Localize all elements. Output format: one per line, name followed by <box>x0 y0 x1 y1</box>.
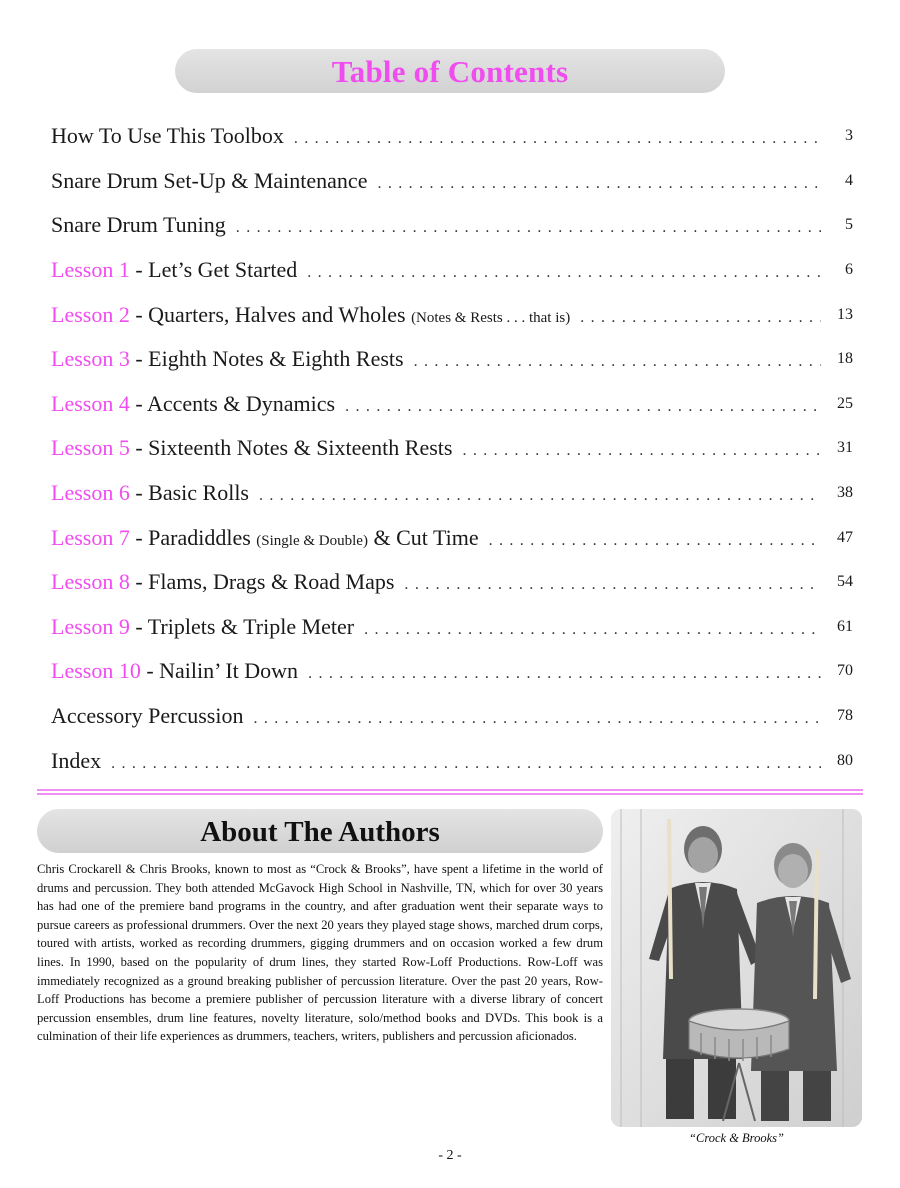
toc-entry-text: Snare Drum Set-Up & Maintenance <box>51 167 368 193</box>
toc-entry-label <box>51 569 394 595</box>
toc-page-number: 54 <box>837 573 853 591</box>
toc-page-number: 18 <box>837 350 853 368</box>
toc-page-number: 5 <box>845 216 853 234</box>
toc-entry-label <box>51 658 298 684</box>
toc-page-number: 38 <box>837 484 853 502</box>
toc-page-number: 61 <box>837 617 853 635</box>
toc-page-number: 70 <box>837 662 853 680</box>
toc-entry-text: - Let’s Get Started <box>129 257 298 283</box>
toc-entry-text: Snare Drum Tuning <box>51 212 226 238</box>
toc-entry-text: - Eighth Notes & Eighth Rests <box>129 346 404 372</box>
toc-entry <box>51 649 853 694</box>
photo-caption: “Crock & Brooks” <box>689 1131 784 1145</box>
lesson-number: Lesson 8 <box>51 569 130 595</box>
toc-entry-label <box>51 123 284 149</box>
lesson-number: Lesson 5 <box>51 435 130 461</box>
dot-leader <box>489 527 821 549</box>
toc-page-number: 6 <box>845 261 853 279</box>
toc-page-number: 47 <box>837 528 853 546</box>
toc-entry <box>51 426 853 471</box>
dot-leader <box>307 259 821 281</box>
toc-page-number: 13 <box>837 305 853 323</box>
toc-page-number: 78 <box>837 707 853 725</box>
dot-leader <box>236 214 821 236</box>
toc-entry-note: (Notes & Rests . . . that is) <box>411 309 571 326</box>
toc-entry <box>51 471 853 516</box>
dot-leader <box>462 437 821 459</box>
toc-entry-label <box>51 168 367 194</box>
dot-leader <box>364 616 821 638</box>
dot-leader <box>294 125 821 147</box>
toc-entry-text: - Flams, Drags & Road Maps <box>129 569 395 595</box>
dot-leader <box>414 348 821 370</box>
toc-entry <box>51 114 853 159</box>
toc-entry-label <box>51 391 335 417</box>
toc-entry-text: How To Use This Toolbox <box>51 123 284 149</box>
toc-entry <box>51 560 853 605</box>
toc-entry-text: - Quarters, Halves and Wholes <box>129 301 412 327</box>
toc-page-number: 4 <box>845 171 853 189</box>
toc-entry-label <box>51 748 101 774</box>
toc-entry-label <box>51 257 297 283</box>
toc-page-number: 25 <box>837 394 853 412</box>
dot-leader <box>253 705 821 727</box>
dot-leader <box>111 750 821 772</box>
toc-entry-label <box>51 212 226 238</box>
toc-entry-text-after: & Cut Time <box>367 524 479 550</box>
lesson-number: Lesson 4 <box>51 390 130 416</box>
toc-entry <box>51 694 853 739</box>
lesson-number: Lesson 7 <box>51 524 130 550</box>
toc-page-number: 31 <box>837 439 853 457</box>
toc-entry <box>51 292 853 337</box>
toc-list <box>51 114 853 783</box>
toc-entry-label <box>51 614 354 640</box>
toc-title-banner <box>175 49 725 93</box>
dot-leader <box>308 660 821 682</box>
toc-entry <box>51 203 853 248</box>
authors-title: About The Authors <box>200 816 440 848</box>
lesson-number: Lesson 3 <box>51 346 130 372</box>
lesson-number: Lesson 9 <box>51 613 130 639</box>
authors-photo-illustration <box>611 809 862 1127</box>
toc-entry-label <box>51 435 452 461</box>
toc-entry <box>51 248 853 293</box>
dot-leader <box>377 170 821 192</box>
authors-photo <box>611 809 862 1127</box>
toc-page-number: 80 <box>837 751 853 769</box>
authors-bio: Chris Crockarell & Chris Brooks, known to most as “Crock & Brooks”, have spent a lifetime in the world of drums and percussion. They both attended McGavock High School in Nashville, TN, which for over 30 years has had one of the premiere band programs in the country, and after graduation went their separate ways to pursue careers as professional drummers. Over the next 20 years they played stage shows, marched drum corps, toured with artists, worked as recording drummers, gigging drummers and on occasion worked a few drum lines. In 1990, based on the popularity of drum lines, they started Row-Loff Productions. Row-Loff was immediately recognized as a ground breaking publisher of percussion literature. Over the past 20 years, Row-Loff Productions has become a premiere publisher of percussion literature with a diverse library of concert percussion ensembles, drum line features, novelty literature, solo/method books and DVDs. This book is a culmination of their life experiences as drummers, teachers, writers, publishers and percussion aficionados. <box>37 862 603 1044</box>
toc-entry-text: - Accents & Dynamics <box>129 390 336 416</box>
authors-title-banner <box>37 809 603 853</box>
lesson-number: Lesson 6 <box>51 480 130 506</box>
toc-title: Table of Contents <box>331 54 569 89</box>
toc-entry-text: - Paradiddles <box>129 524 257 550</box>
toc-entry-text: - Sixteenth Notes & Sixteenth Rests <box>129 435 453 461</box>
dot-leader <box>259 482 821 504</box>
toc-entry-label <box>51 703 243 729</box>
toc-entry-text: - Triplets & Triple Meter <box>129 613 355 639</box>
toc-entry-text: Accessory Percussion <box>51 703 244 729</box>
toc-entry-text: - Basic Rolls <box>129 480 249 506</box>
toc-entry <box>51 159 853 204</box>
dot-leader <box>580 304 821 326</box>
toc-entry <box>51 738 853 783</box>
lesson-number: Lesson 10 <box>51 658 141 684</box>
toc-entry-label <box>51 346 404 372</box>
toc-entry-note: (Single & Double) <box>256 532 368 549</box>
dot-leader <box>404 571 821 593</box>
toc-entry-label <box>51 480 249 506</box>
lesson-number: Lesson 2 <box>51 301 130 327</box>
toc-entry <box>51 605 853 650</box>
lesson-number: Lesson 1 <box>51 257 130 283</box>
toc-entry-label <box>51 525 479 551</box>
dot-leader <box>345 393 821 415</box>
toc-page-number: 3 <box>845 127 853 145</box>
toc-entry <box>51 382 853 427</box>
toc-entry-text: Index <box>51 747 102 773</box>
section-divider <box>37 789 863 795</box>
toc-entry-text: - Nailin’ It Down <box>140 658 299 684</box>
toc-entry-label <box>51 302 570 328</box>
page-number: - 2 - <box>438 1148 462 1163</box>
toc-entry <box>51 515 853 560</box>
toc-entry <box>51 337 853 382</box>
